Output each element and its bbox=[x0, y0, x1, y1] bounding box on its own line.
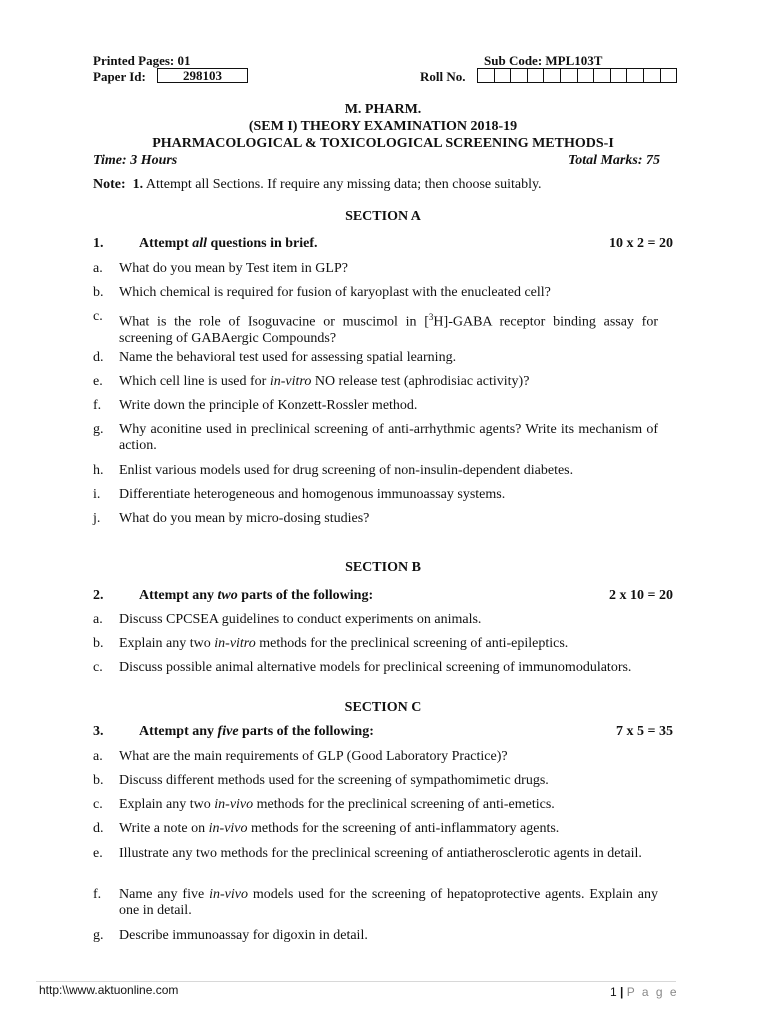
time-allowed: Time: 3 Hours bbox=[93, 153, 178, 168]
question-item: f. Write down the principle of Konzett-Rossler method. bbox=[93, 398, 418, 413]
question-item: b. Which chemical is required for fusion of karyoplast with the enucleated cell? bbox=[93, 285, 551, 300]
question-item: e. Which cell line is used for in-vitro NO release test (aphrodisiac activity)? bbox=[93, 374, 530, 389]
question-instruction: Attempt any two parts of the following: bbox=[139, 588, 374, 603]
question-marks: 10 x 2 = 20 bbox=[609, 236, 673, 251]
roll-no-digit-box[interactable] bbox=[643, 68, 661, 83]
sub-code: Sub Code: MPL103T bbox=[484, 53, 603, 68]
question-item: h. Enlist various models used for drug screening of non-insulin-dependent diabetes. bbox=[93, 463, 574, 478]
section-b-heading: SECTION B bbox=[345, 560, 421, 575]
question-item: c. Discuss possible animal alternative models for preclinical screening of immunomodulators. bbox=[93, 660, 632, 675]
roll-no-boxes bbox=[477, 68, 676, 83]
paper-id-box bbox=[157, 68, 248, 83]
question-number: 1. bbox=[93, 236, 104, 251]
total-marks: Total Marks: 75 bbox=[567, 153, 660, 168]
question-item: d. Write a note on in-vivo methods for the screening of anti-inflammatory agents. bbox=[93, 821, 560, 836]
question-item: g. Describe immunoassay for digoxin in detail. bbox=[93, 928, 368, 943]
question-instruction: Attempt any five parts of the following: bbox=[139, 724, 374, 739]
note-number: 1. bbox=[132, 177, 144, 192]
roll-no-digit-box[interactable] bbox=[560, 68, 578, 83]
question-item: a. What are the main requirements of GLP (Good Laboratory Practice)? bbox=[93, 749, 508, 764]
paper-id-value: 298103 bbox=[183, 68, 222, 83]
question-number: 3. bbox=[93, 724, 104, 739]
roll-no-digit-box[interactable] bbox=[577, 68, 595, 83]
question-item: e. Illustrate any two methods for the preclinical screening of antiatherosclerotic agents in detail. bbox=[93, 846, 642, 861]
question-item: i. Differentiate heterogeneous and homogenous immunoassay systems. bbox=[93, 487, 506, 502]
exam-title: (SEM I) THEORY EXAMINATION 2018-19 bbox=[248, 119, 518, 134]
question-item: d. Name the behavioral test used for assessing spatial learning. bbox=[93, 350, 457, 365]
roll-no-digit-box[interactable] bbox=[494, 68, 512, 83]
question-item: g. Why aconitine used in preclinical screening of anti-arrhythmic agents? Write its mechanism of action. bbox=[93, 422, 658, 453]
section-a-heading: SECTION A bbox=[345, 209, 421, 224]
question-item: a. Discuss CPCSEA guidelines to conduct experiments on animals. bbox=[93, 612, 482, 627]
roll-no-digit-box[interactable] bbox=[660, 68, 678, 83]
roll-no-digit-box[interactable] bbox=[610, 68, 628, 83]
roll-no-digit-box[interactable] bbox=[477, 68, 495, 83]
question-item: b. Discuss different methods used for the screening of sympathomimetic drugs. bbox=[93, 773, 549, 788]
printed-pages: Printed Pages: 01 bbox=[93, 53, 191, 68]
roll-no-digit-box[interactable] bbox=[626, 68, 644, 83]
roll-no-digit-box[interactable] bbox=[593, 68, 611, 83]
question-item: b. Explain any two in-vitro methods for the preclinical screening of anti-epileptics. bbox=[93, 636, 569, 651]
note-label: Note: bbox=[93, 177, 126, 192]
roll-no-digit-box[interactable] bbox=[510, 68, 528, 83]
roll-no-digit-box[interactable] bbox=[527, 68, 545, 83]
question-item: c. Explain any two in-vivo methods for the preclinical screening of anti-emetics. bbox=[93, 797, 555, 812]
question-item: f. Name any five in-vivo models used for the screening of hepatoprotective agents. Explain any one in detail. bbox=[93, 887, 658, 918]
roll-no-label: Roll No. bbox=[420, 69, 466, 84]
question-item: a. What do you mean by Test item in GLP? bbox=[93, 261, 348, 276]
question-marks: 7 x 5 = 35 bbox=[616, 724, 673, 739]
footer-url[interactable]: http:\\www.aktuonline.com bbox=[39, 983, 179, 997]
note-text: Attempt all Sections. If require any missing data; then choose suitably. bbox=[145, 177, 542, 192]
page-number: 1 | P a g e bbox=[610, 985, 679, 999]
question-item: c. What is the role of Isoguvacine or muscimol in [$^3$H]-GABA receptor binding assay for screening of GABAergic Compounds? bbox=[93, 309, 658, 346]
paper-id-label: Paper Id: bbox=[93, 69, 146, 84]
question-3-heading bbox=[93, 724, 673, 740]
question-item: j. What do you mean by micro-dosing studies? bbox=[93, 511, 370, 526]
question-number: 2. bbox=[93, 588, 104, 603]
note bbox=[93, 177, 542, 193]
question-2-heading bbox=[93, 588, 673, 604]
question-marks: 2 x 10 = 20 bbox=[609, 588, 673, 603]
section-c-heading: SECTION C bbox=[344, 700, 422, 715]
roll-no-digit-box[interactable] bbox=[543, 68, 561, 83]
question-instruction: Attempt all questions in brief. bbox=[139, 236, 318, 251]
footer-rule bbox=[36, 981, 676, 982]
question-1-heading bbox=[93, 236, 673, 252]
subject-title: PHARMACOLOGICAL & TOXICOLOGICAL SCREENING METHODS-I bbox=[152, 136, 614, 151]
degree-title: M. PHARM. bbox=[344, 102, 422, 117]
